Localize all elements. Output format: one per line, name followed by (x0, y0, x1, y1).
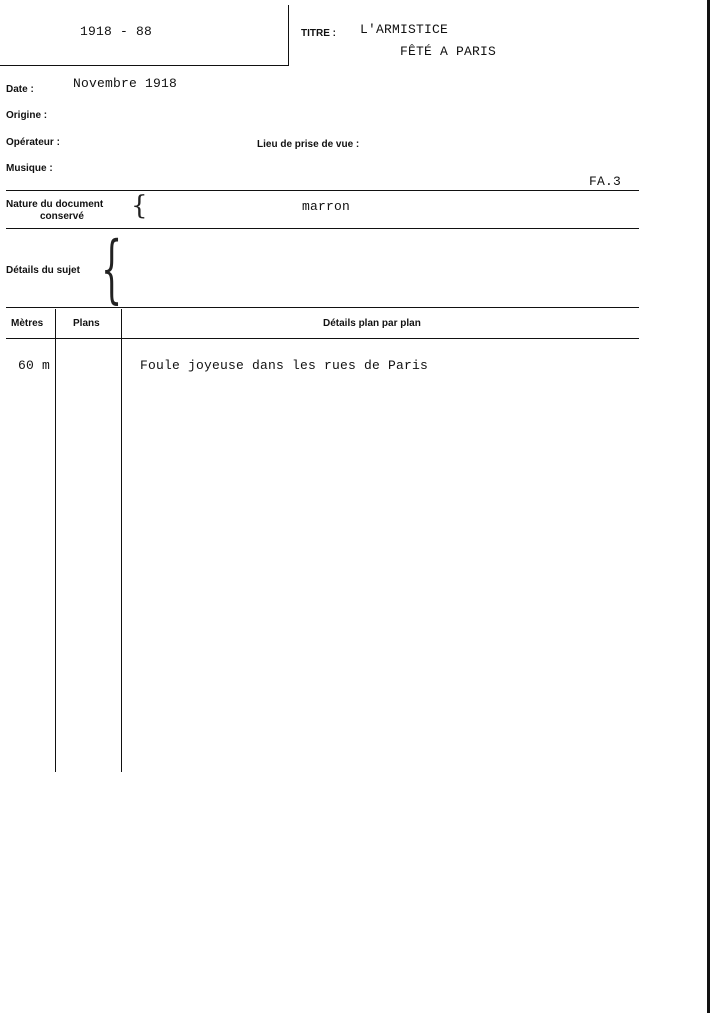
musique-label: Musique : (6, 163, 53, 174)
column-divider-plans (121, 309, 122, 772)
header-underline (0, 65, 289, 66)
nature-label-line-2: conservé (40, 211, 84, 222)
title-label: TITRE : (301, 28, 336, 39)
archive-code: FA.3 (589, 174, 622, 189)
col-header-metres: Mètres (11, 318, 44, 329)
sujet-brace: { (101, 226, 123, 312)
sujet-bottom-rule (6, 307, 639, 308)
col-header-details: Détails plan par plan (323, 318, 421, 329)
lieu-label: Lieu de prise de vue : (257, 139, 360, 150)
column-divider-metres (55, 309, 56, 772)
date-label: Date : (6, 84, 34, 95)
title-line-1: L'ARMISTICE (360, 22, 449, 37)
header-divider (288, 5, 289, 65)
table-header-rule (6, 338, 639, 339)
row-details: Foule joyeuse dans les rues de Paris (140, 358, 429, 373)
title-line-2: FÊTÉ A PARIS (400, 44, 497, 59)
nature-top-rule (6, 190, 639, 191)
nature-brace: { (131, 191, 148, 221)
origine-label: Origine : (6, 110, 48, 121)
operateur-label: Opérateur : (6, 137, 60, 148)
nature-label-line-1: Nature du document (6, 199, 104, 210)
sujet-label: Détails du sujet (6, 265, 80, 276)
col-header-plans: Plans (73, 318, 100, 329)
row-metres: 60 m (18, 358, 51, 373)
nature-value: marron (302, 199, 351, 214)
reference-number: 1918 - 88 (80, 24, 153, 39)
page-edge (707, 0, 710, 1013)
date-value: Novembre 1918 (73, 76, 178, 91)
